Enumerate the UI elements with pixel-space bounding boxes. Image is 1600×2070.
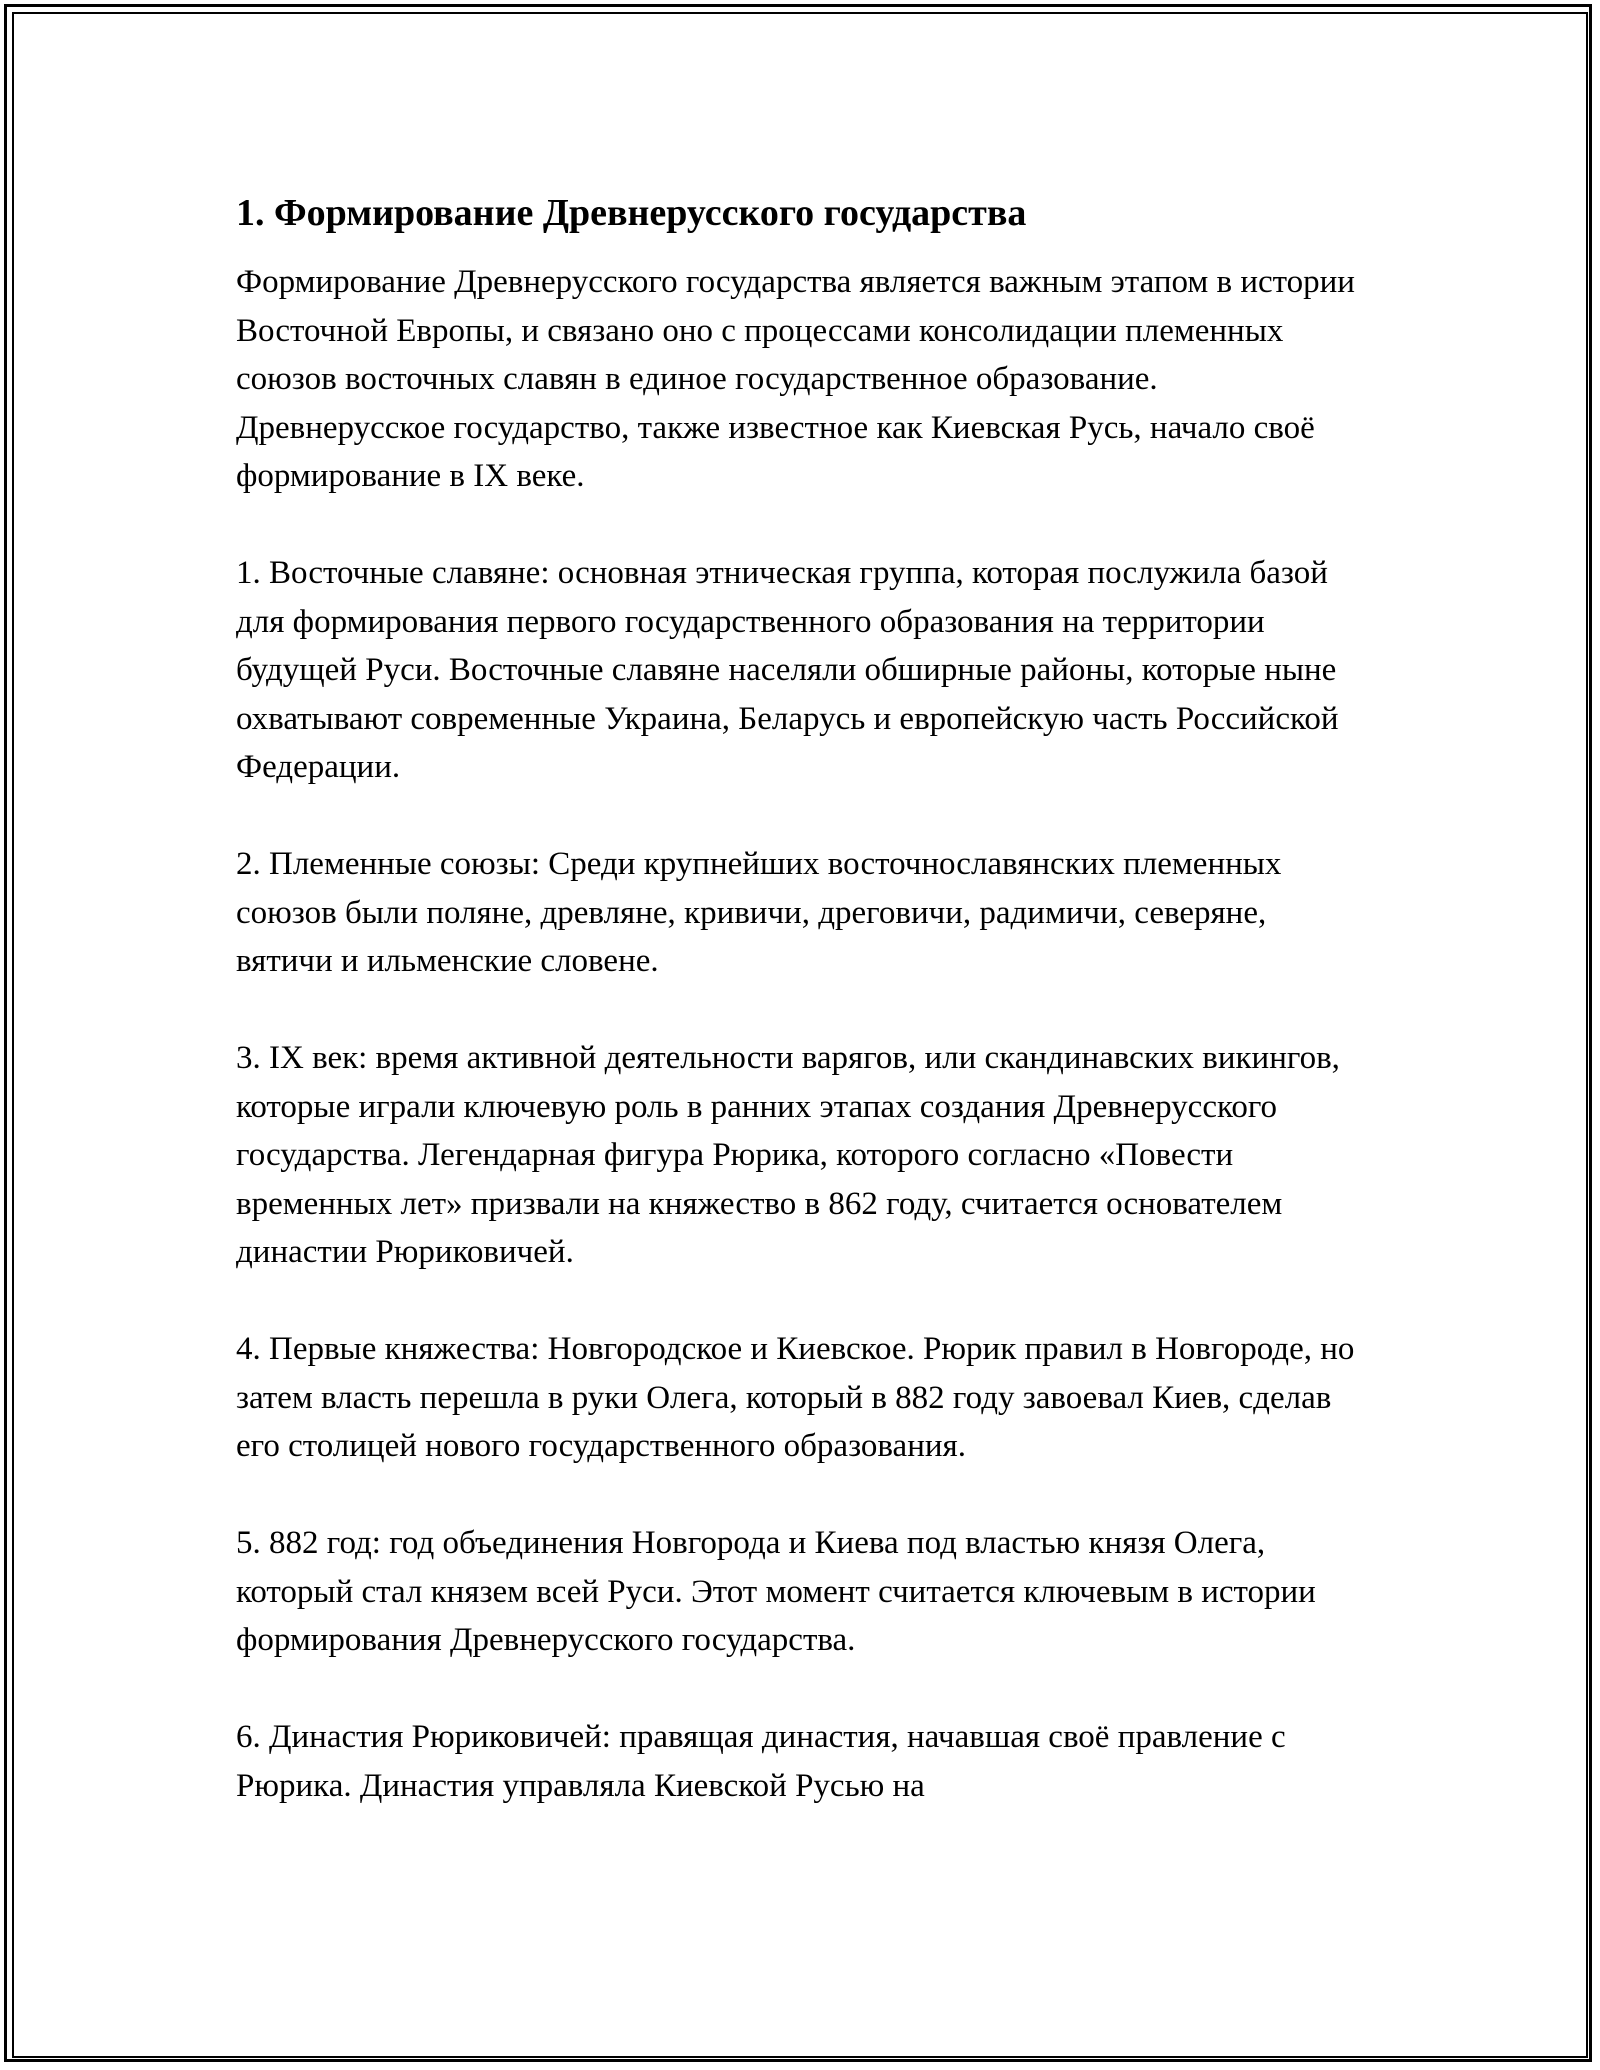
document-page	[236, 186, 1366, 1810]
list-item-ninth-century: 3. IX век: время активной деятельности варягов, или скандинавских викингов, которые играли ключевую роль в ранних этапах создания Древнерусского государства. Легендарная фигура Рюрика, которого согласно «Повести временных лет» призвали на княжество в 862 году, считается основателем династии Рюриковичей.	[236, 1040, 1340, 1270]
section-heading: 1. Формирование Древнерусского государства	[236, 192, 1027, 234]
list-item-first-principalities: 4. Первые княжества: Новгородское и Киевское. Рюрик правил в Новгороде, но затем власть перешла в руки Олега, который в 882 году завоевал Киев, сделав его столицей нового государственного образования.	[236, 1331, 1355, 1464]
list-item-rurikid-dynasty: 6. Династия Рюриковичей: правящая династия, начавшая своё правление с Рюрика. Династия управляла Киевской Русью на	[236, 1719, 1286, 1804]
list-item-year-882: 5. 882 год: год объединения Новгорода и Киева под властью князя Олега, который стал князем всей Руси. Этот момент считается ключевым в истории формирования Древнерусского государства.	[236, 1525, 1316, 1658]
intro-paragraph: Формирование Древнерусского государства является важным этапом в истории Восточной Европы, и связано оно с процессами консолидации племенных союзов восточных славян в единое государственное образование. Древнерусское государство, также известное как Киевская Русь, начало своё формирование в IX веке.	[236, 264, 1355, 494]
list-item-tribal-unions: 2. Племенные союзы: Среди крупнейших восточнославянских племенных союзов были поляне, древляне, кривичи, дреговичи, радимичи, северяне, вятичи и ильменские словене.	[236, 846, 1282, 979]
list-item-east-slavs: 1. Восточные славяне: основная этническая группа, которая послужила базой для формирования первого государственного образования на территории будущей Руси. Восточные славяне населяли обширные районы, которые ныне охватывают современные Украина, Беларусь и европейскую часть Российской Федерации.	[236, 555, 1339, 785]
